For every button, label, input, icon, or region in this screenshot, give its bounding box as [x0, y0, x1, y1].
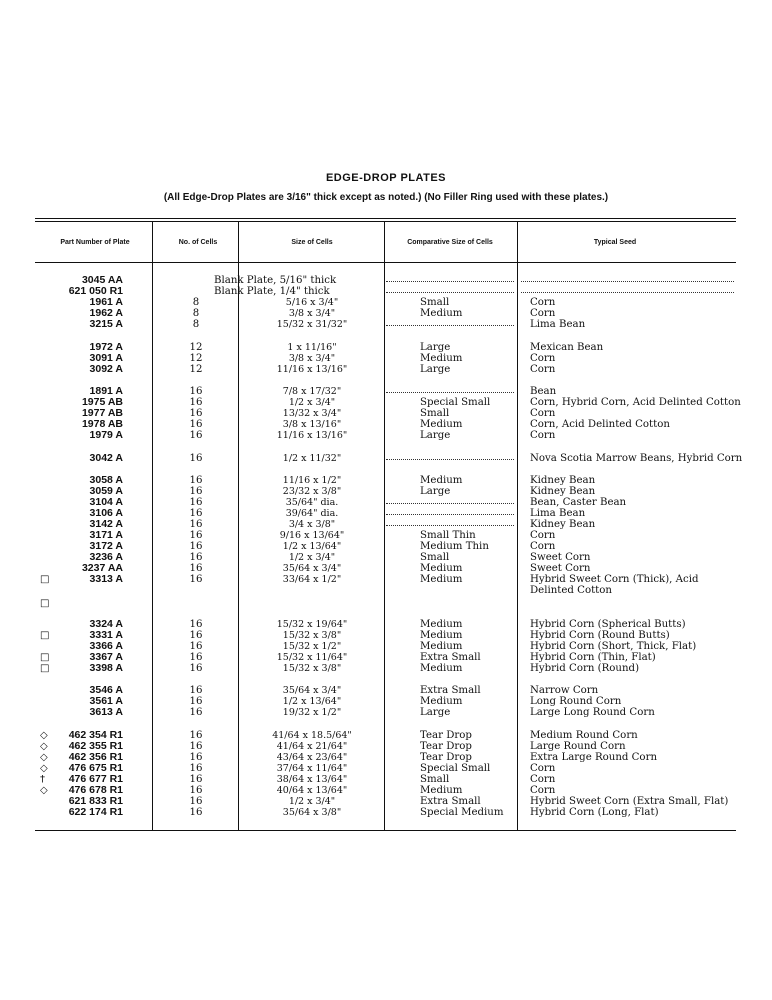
cell-size: 11/16 x 13/16"	[276, 430, 348, 441]
cell-comp: Medium	[420, 563, 463, 574]
cell-part: 3092 A	[89, 363, 123, 375]
cell-comp: Large	[420, 707, 451, 718]
cell-part: 1961 A	[89, 296, 123, 308]
table-row	[0, 585, 772, 596]
cell-part: 3561 A	[89, 695, 123, 707]
page-subtitle: (All Edge-Drop Plates are 3/16" thick except as noted.) (No Filler Ring used with these plates.)	[163, 192, 609, 203]
cell-cells: 16	[189, 386, 203, 397]
cell-seed: Kidney Bean	[530, 475, 596, 486]
cell-part: 3091 A	[89, 352, 123, 364]
cell-size: 35/64 x 3/4"	[282, 563, 342, 574]
cell-comp: Medium	[420, 663, 463, 674]
cell-seed: Lima Bean	[530, 319, 586, 330]
cell-blank: Blank Plate, 1/4" thick	[214, 286, 330, 297]
cell-size: 15/32 x 19/64"	[276, 619, 348, 630]
cell-part: 1891 A	[89, 385, 123, 397]
cell-seed: Large Round Corn	[530, 741, 626, 752]
dotted-leader	[386, 392, 514, 393]
row-marker-icon: □	[40, 574, 50, 585]
cell-comp: Special Small	[420, 763, 491, 774]
cell-seed: Mexican Bean	[530, 342, 604, 353]
cell-seed: Lima Bean	[530, 508, 586, 519]
cell-seed: Corn	[530, 408, 556, 419]
table-row	[0, 319, 772, 330]
cell-cells: 16	[189, 685, 203, 696]
cell-seed: Hybrid Corn (Round Butts)	[530, 630, 670, 641]
cell-cells: 16	[189, 563, 203, 574]
cell-comp: Extra Small	[420, 652, 481, 663]
dotted-leader	[386, 514, 514, 515]
cell-size: 19/32 x 1/2"	[282, 707, 342, 718]
cell-comp: Large	[420, 430, 451, 441]
dotted-leader	[386, 281, 514, 282]
cell-part: 462 355 R1	[68, 740, 123, 752]
cell-part: 3366 A	[89, 640, 123, 652]
cell-seed: Long Round Corn	[530, 696, 622, 707]
cell-comp: Tear Drop	[420, 741, 472, 752]
cell-cells: 16	[189, 663, 203, 674]
cell-comp: Medium	[420, 419, 463, 430]
cell-size: 1/2 x 13/64"	[282, 541, 342, 552]
cell-size: 40/64 x 13/64"	[276, 785, 348, 796]
cell-part: 3059 A	[89, 485, 123, 497]
cell-comp: Extra Small	[420, 796, 481, 807]
cell-size: 11/16 x 1/2"	[282, 475, 342, 486]
cell-seed: Narrow Corn	[530, 685, 599, 696]
cell-part: 3546 A	[89, 684, 123, 696]
cell-seed: Large Long Round Corn	[530, 707, 655, 718]
cell-seed: Medium Round Corn	[530, 730, 638, 741]
cell-cells: 16	[189, 796, 203, 807]
cell-cells: 8	[192, 319, 200, 330]
cell-cells: 8	[192, 297, 200, 308]
cell-comp: Medium	[420, 630, 463, 641]
cell-size: 3/8 x 3/4"	[288, 308, 336, 319]
cell-part: 3171 A	[89, 529, 123, 541]
cell-size: 15/32 x 3/8"	[282, 663, 342, 674]
cell-cells: 16	[189, 707, 203, 718]
cell-part: 3367 A	[89, 651, 123, 663]
cell-seed: Kidney Bean	[530, 519, 596, 530]
cell-seed: Nova Scotia Marrow Beans, Hybrid Corn	[530, 453, 743, 464]
cell-seed: Bean, Caster Bean	[530, 497, 627, 508]
cell-comp: Medium	[420, 785, 463, 796]
dotted-leader	[386, 325, 514, 326]
cell-comp: Extra Small	[420, 685, 481, 696]
cell-seed: Corn	[530, 541, 556, 552]
cell-part: 3331 A	[89, 629, 123, 641]
cell-cells: 8	[192, 308, 200, 319]
cell-part: 476 677 R1	[68, 773, 123, 785]
cell-part: 3398 A	[89, 662, 123, 674]
cell-cells: 16	[189, 419, 203, 430]
header-comparative-size: Comparative Size of Cells	[407, 239, 493, 246]
cell-comp: Medium	[420, 696, 463, 707]
cell-seed: Hybrid Corn (Round)	[530, 663, 640, 674]
row-marker-icon: ◇	[40, 730, 48, 741]
cell-size: 3/8 x 13/16"	[282, 419, 342, 430]
cell-comp: Medium	[420, 353, 463, 364]
cell-seed: Corn, Acid Delinted Cotton	[530, 419, 670, 430]
cell-cells: 16	[189, 763, 203, 774]
dotted-leader	[386, 459, 514, 460]
cell-size: 1/2 x 11/32"	[282, 453, 342, 464]
table-row	[0, 663, 772, 674]
cell-comp: Large	[420, 486, 451, 497]
dotted-leader	[521, 281, 734, 282]
cell-cells: 16	[189, 508, 203, 519]
cell-seed: Corn	[530, 774, 556, 785]
cell-seed: Sweet Corn	[530, 552, 591, 563]
cell-part: 1978 AB	[81, 418, 123, 430]
cell-cells: 16	[189, 696, 203, 707]
cell-cells: 16	[189, 752, 203, 763]
cell-size: 3/8 x 3/4"	[288, 353, 336, 364]
cell-cells: 16	[189, 497, 203, 508]
row-marker-icon: ◇	[40, 752, 48, 763]
cell-cells: 12	[189, 364, 203, 375]
cell-cells: 16	[189, 574, 203, 585]
header-part-number: Part Number of Plate	[60, 239, 130, 246]
cell-part: 3324 A	[89, 618, 123, 630]
cell-size: 1/2 x 3/4"	[288, 397, 336, 408]
cell-size: 35/64 x 3/4"	[282, 685, 342, 696]
cell-part: 462 356 R1	[68, 751, 123, 763]
row-marker-icon: □	[40, 630, 50, 641]
cell-seed: Corn	[530, 353, 556, 364]
dotted-leader	[386, 503, 514, 504]
cell-comp: Small	[420, 408, 450, 419]
cell-part: 3106 A	[89, 507, 123, 519]
cell-seed: Corn	[530, 763, 556, 774]
cell-size: 15/32 x 31/32"	[276, 319, 348, 330]
cell-cells: 16	[189, 807, 203, 818]
cell-size: 41/64 x 21/64"	[276, 741, 348, 752]
cell-size: 15/32 x 11/64"	[276, 652, 348, 663]
table-row	[0, 430, 772, 441]
cell-seed: Hybrid Corn (Long, Flat)	[530, 807, 659, 818]
dotted-leader	[521, 292, 734, 293]
cell-part: 3142 A	[89, 518, 123, 530]
cell-part: 622 174 R1	[68, 806, 123, 818]
row-marker-icon: ◇	[40, 785, 48, 796]
cell-comp: Special Small	[420, 397, 491, 408]
cell-part: 621 050 R1	[68, 285, 123, 297]
cell-cells: 16	[189, 630, 203, 641]
table-top-rule	[35, 218, 736, 219]
cell-part: 1972 A	[89, 341, 123, 353]
cell-comp: Small Thin	[420, 530, 476, 541]
cell-size: 37/64 x 11/64"	[276, 763, 348, 774]
cell-size: 7/8 x 17/32"	[282, 386, 342, 397]
cell-comp: Medium	[420, 619, 463, 630]
header-bottom-rule	[35, 262, 736, 263]
header-no-cells: No. of Cells	[178, 239, 218, 246]
cell-seed: Bean	[530, 386, 557, 397]
cell-comp: Tear Drop	[420, 752, 472, 763]
dotted-leader	[386, 292, 514, 293]
cell-seed: Hybrid Sweet Corn (Thick), Acid	[530, 574, 699, 585]
cell-size: 5/16 x 3/4"	[285, 297, 339, 308]
cell-size: 35/64 x 3/8"	[282, 807, 342, 818]
cell-size: 1/2 x 3/4"	[288, 552, 336, 563]
dotted-leader	[386, 525, 514, 526]
table-bottom-rule	[35, 830, 736, 831]
cell-comp: Small	[420, 774, 450, 785]
cell-size: 11/16 x 13/16"	[276, 364, 348, 375]
row-marker-icon: ◇	[40, 741, 48, 752]
cell-part: 621 833 R1	[68, 795, 123, 807]
cell-size: 1 x 11/16"	[287, 342, 337, 353]
cell-cells: 16	[189, 652, 203, 663]
cell-comp: Medium	[420, 308, 463, 319]
cell-cells: 16	[189, 619, 203, 630]
table-row	[0, 598, 772, 609]
cell-seed: Hybrid Sweet Corn (Extra Small, Flat)	[530, 796, 729, 807]
table-row	[0, 453, 772, 464]
cell-size: 23/32 x 3/8"	[282, 486, 342, 497]
cell-cells: 12	[189, 342, 203, 353]
cell-cells: 16	[189, 741, 203, 752]
cell-cells: 16	[189, 475, 203, 486]
table-row	[0, 574, 772, 585]
cell-size: 43/64 x 23/64"	[276, 752, 348, 763]
cell-seed: Corn	[530, 297, 556, 308]
cell-size: 35/64" dia.	[285, 497, 339, 508]
cell-size: 33/64 x 1/2"	[282, 574, 342, 585]
row-marker-icon: †	[40, 774, 45, 785]
cell-size: 1/2 x 13/64"	[282, 696, 342, 707]
cell-seed: Corn	[530, 530, 556, 541]
cell-comp: Small	[420, 552, 450, 563]
cell-comp: Large	[420, 364, 451, 375]
cell-part: 1962 A	[89, 307, 123, 319]
cell-cells: 16	[189, 430, 203, 441]
cell-seed: Corn	[530, 430, 556, 441]
page-title: EDGE-DROP PLATES	[325, 172, 447, 184]
cell-seed: Sweet Corn	[530, 563, 591, 574]
cell-seed: Extra Large Round Corn	[530, 752, 658, 763]
cell-comp: Medium Thin	[420, 541, 489, 552]
cell-cells: 16	[189, 519, 203, 530]
row-marker-icon: □	[40, 652, 50, 663]
cell-part: 3313 A	[89, 573, 123, 585]
cell-part: 1977 AB	[81, 407, 123, 419]
cell-size: 15/32 x 3/8"	[282, 630, 342, 641]
cell-comp: Large	[420, 342, 451, 353]
cell-part: 476 675 R1	[68, 762, 123, 774]
cell-comp: Small	[420, 297, 450, 308]
cell-part: 3613 A	[89, 706, 123, 718]
cell-cells: 16	[189, 552, 203, 563]
cell-cells: 16	[189, 541, 203, 552]
cell-cells: 16	[189, 785, 203, 796]
table-row	[0, 807, 772, 818]
cell-cells: 16	[189, 730, 203, 741]
cell-cells: 16	[189, 397, 203, 408]
table-row	[0, 707, 772, 718]
cell-part: 462 354 R1	[68, 729, 123, 741]
cell-seed: Kidney Bean	[530, 486, 596, 497]
row-marker-icon: ◇	[40, 763, 48, 774]
cell-blank: Blank Plate, 5/16" thick	[214, 275, 337, 286]
cell-size: 13/32 x 3/4"	[282, 408, 342, 419]
cell-comp: Tear Drop	[420, 730, 472, 741]
cell-seed: Hybrid Corn (Thin, Flat)	[530, 652, 656, 663]
cell-part: 3215 A	[89, 318, 123, 330]
cell-cells: 12	[189, 353, 203, 364]
cell-seed: Delinted Cotton	[530, 585, 612, 596]
cell-seed: Corn	[530, 364, 556, 375]
cell-cells: 16	[189, 774, 203, 785]
cell-cells: 16	[189, 486, 203, 497]
cell-part: 1975 AB	[81, 396, 123, 408]
cell-size: 39/64" dia.	[285, 508, 339, 519]
header-typical-seed: Typical Seed	[593, 239, 637, 246]
cell-part: 1979 A	[89, 429, 123, 441]
cell-comp: Medium	[420, 641, 463, 652]
cell-part: 3104 A	[89, 496, 123, 508]
table-row	[0, 364, 772, 375]
cell-seed: Hybrid Corn (Short, Thick, Flat)	[530, 641, 697, 652]
header-size-cells: Size of Cells	[291, 239, 333, 246]
cell-part: 3236 A	[89, 551, 123, 563]
cell-size: 15/32 x 1/2"	[282, 641, 342, 652]
cell-comp: Special Medium	[420, 807, 504, 818]
cell-size: 3/4 x 3/8"	[288, 519, 336, 530]
cell-comp: Medium	[420, 574, 463, 585]
table-top-rule-2	[35, 221, 736, 222]
cell-size: 1/2 x 3/4"	[288, 796, 336, 807]
cell-part: 3237 AA	[81, 562, 123, 574]
cell-size: 9/16 x 13/64"	[279, 530, 345, 541]
row-marker-icon: □	[40, 663, 50, 674]
cell-seed: Corn	[530, 308, 556, 319]
cell-part: 3172 A	[89, 540, 123, 552]
cell-size: 41/64 x 18.5/64"	[272, 730, 352, 741]
row-marker-icon: □	[40, 598, 50, 609]
cell-cells: 16	[189, 530, 203, 541]
cell-part: 3042 A	[89, 452, 123, 464]
cell-cells: 16	[189, 408, 203, 419]
cell-comp: Medium	[420, 475, 463, 486]
cell-seed: Corn, Hybrid Corn, Acid Delinted Cotton	[530, 397, 741, 408]
cell-part: 3045 AA	[81, 274, 123, 286]
cell-seed: Corn	[530, 785, 556, 796]
cell-cells: 16	[189, 641, 203, 652]
cell-part: 476 678 R1	[68, 784, 123, 796]
cell-part: 3058 A	[89, 474, 123, 486]
cell-seed: Hybrid Corn (Spherical Butts)	[530, 619, 686, 630]
cell-cells: 16	[189, 453, 203, 464]
cell-size: 38/64 x 13/64"	[276, 774, 348, 785]
